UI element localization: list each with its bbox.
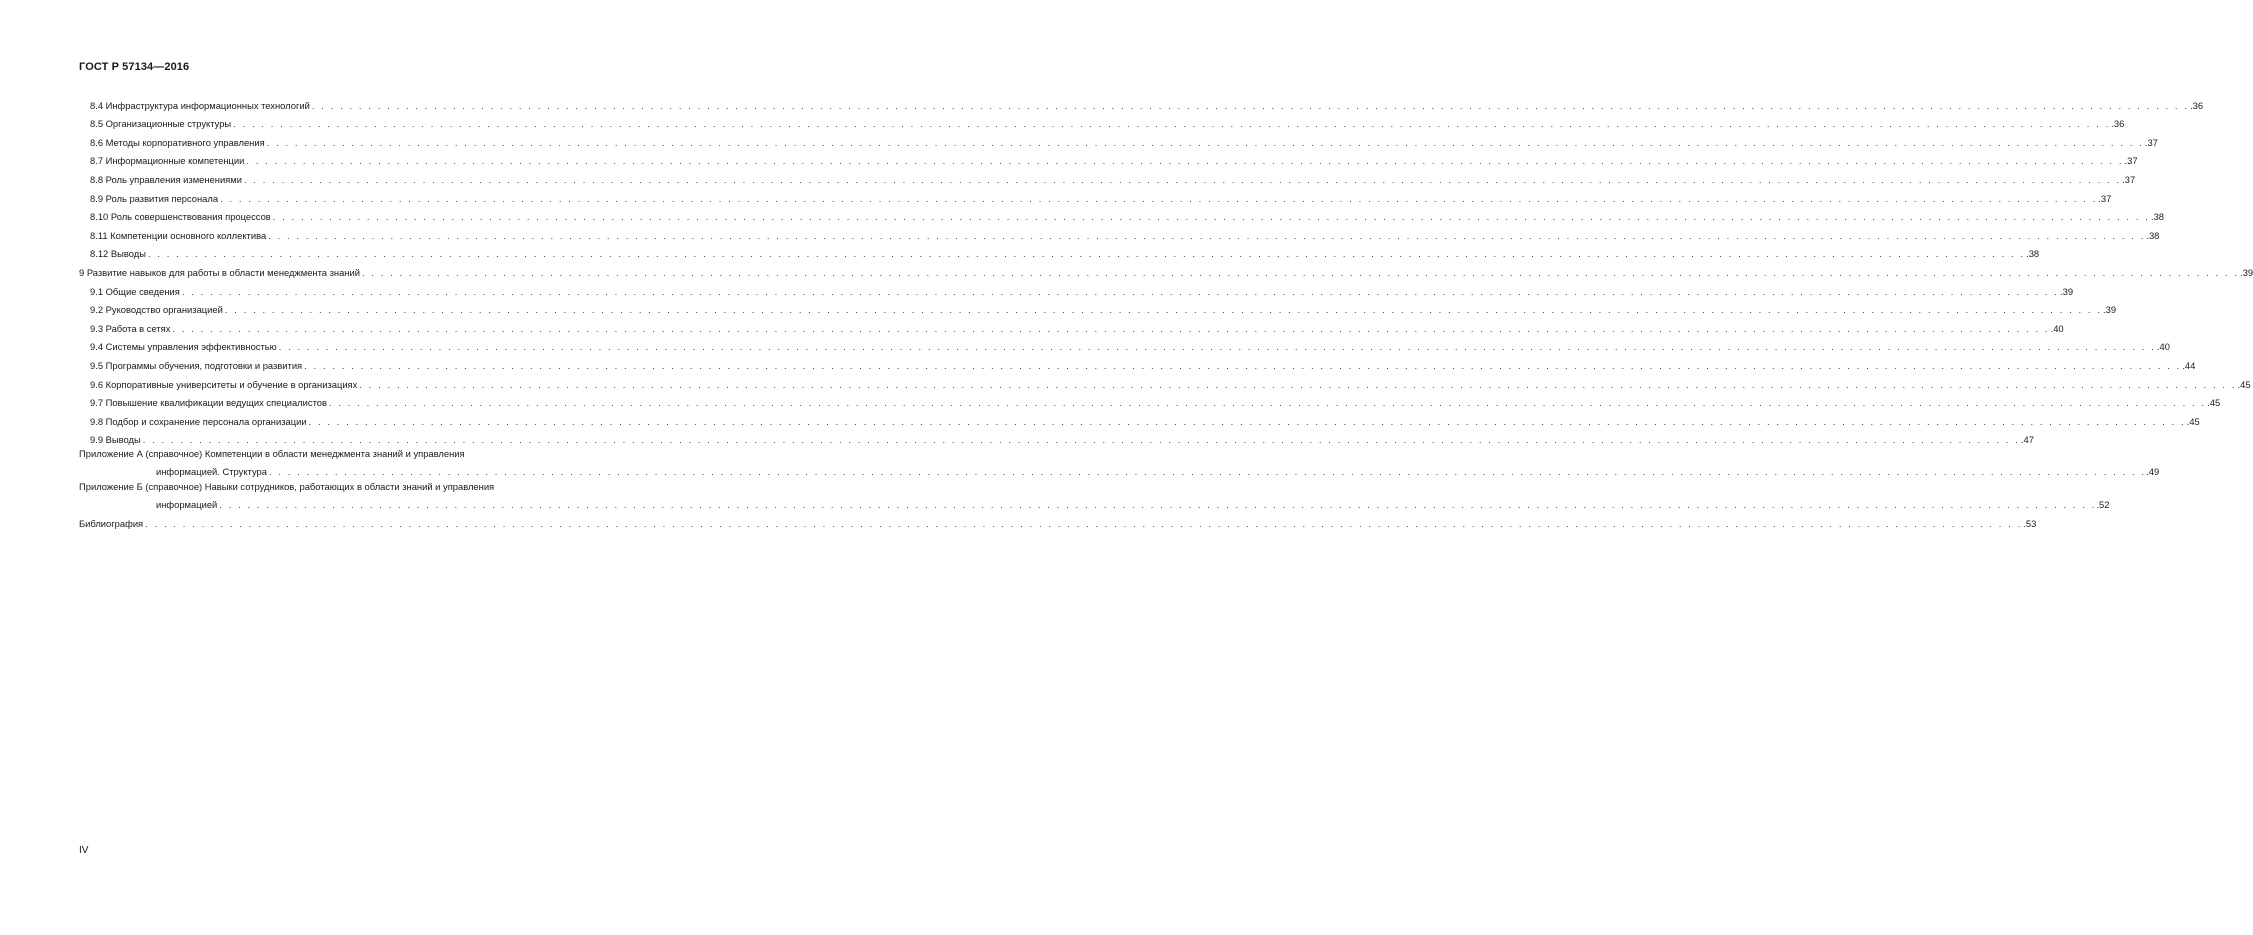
toc-entry-title: 9.7 Повышение квалификации ведущих специалистов: [90, 397, 327, 409]
toc-entry-title: 8.7 Информационные компетенции: [90, 155, 245, 167]
toc-entry-page: .37: [2098, 192, 2112, 204]
toc-entry-page: .37: [2122, 173, 2136, 185]
toc-entry[interactable]: [79, 427, 2034, 446]
toc-entry-title: 9.3 Работа в сетях: [90, 322, 171, 334]
toc-leader-dots: . . . . . . . . . . . . . . . . . . . . . . . . . . . . . . . . . . . . . . . . . . . . . . . . . . . . . . . . . . . . . . . . . . . . . . . . . . . . . . . . . . . . . . . . . . . . . . . . . . . . . . . . . . . . . . . . . . . . . . . . . . . . . . . . . . . . . . . . . . . . . . . . . . . . . . . . . . . . . . . . . . . . . . . . . . . . . . . . . . . . . . . . . . . . . . . . . . . . . . . .: [272, 211, 2150, 223]
toc-entry[interactable]: [79, 352, 2196, 371]
toc-leader-dots: . . . . . . . . . . . . . . . . . . . . . . . . . . . . . . . . . . . . . . . . . . . . . . . . . . . . . . . . . . . . . . . . . . . . . . . . . . . . . . . . . . . . . . . . . . . . . . . . . . . . . . . . . . . . . . . . . . . . . . . . . . . . . . . . . . . . . . . . . . . . . . . . . . . . . . . . . . . . . . . . . . . . . . . . . . . . . . . . . . . . . . . . . . . . . . . . . . . . . . . .: [246, 155, 2124, 167]
toc-entry[interactable]: [79, 241, 2040, 260]
toc-entry-bibliography[interactable]: [79, 510, 2037, 529]
toc-entry-title: 9.9 Выводы: [90, 434, 141, 446]
toc-entry-page: .45: [2237, 378, 2251, 390]
toc-leader-dots: . . . . . . . . . . . . . . . . . . . . . . . . . . . . . . . . . . . . . . . . . . . . . . . . . . . . . . . . . . . . . . . . . . . . . . . . . . . . . . . . . . . . . . . . . . . . . . . . . . . . . . . . . . . . . . . . . . . . . . . . . . . . . . . . . . . . . . . . . . . . . . . . . . . . . . . . . . . . . . . . . . . . . . . . . . . . . . . . . . . . . . . . . . . . . . . . . . . . . . . .: [311, 99, 2190, 111]
toc-entry-page: .49: [2146, 466, 2160, 478]
toc-entry[interactable]: [79, 129, 2158, 148]
toc-leader-dots: . . . . . . . . . . . . . . . . . . . . . . . . . . . . . . . . . . . . . . . . . . . . . . . . . . . . . . . . . . . . . . . . . . . . . . . . . . . . . . . . . . . . . . . . . . . . . . . . . . . . . . . . . . . . . . . . . . . . . . . . . . . . . . . . . . . . . . . . . . . . . . . . . . . . . . . . . . . . . . . . . . . . . . . . . . . . . . . . . . . . . . . . . . . . . . . . . . . . . . . .: [328, 397, 2207, 409]
toc-leader-dots: . . . . . . . . . . . . . . . . . . . . . . . . . . . . . . . . . . . . . . . . . . . . . . . . . . . . . . . . . . . . . . . . . . . . . . . . . . . . . . . . . . . . . . . . . . . . . . . . . . . . . . . . . . . . . . . . . . . . . . . . . . . . . . . . . . . . . . . . . . . . . . . . . . . . . . . . . . . . . . . . . . . . . . . . . . . . . . . . . . . . . . . . . . . . . . . . . . . . . . . .: [219, 499, 2097, 511]
toc-leader-dots: . . . . . . . . . . . . . . . . . . . . . . . . . . . . . . . . . . . . . . . . . . . . . . . . . . . . . . . . . . . . . . . . . . . . . . . . . . . . . . . . . . . . . . . . . . . . . . . . . . . . . . . . . . . . . . . . . . . . . . . . . . . . . . . . . . . . . . . . . . . . . . . . . . . . . . . . . . . . . . . . . . . . . . . . . . . . . . . . . . . . . . . . . . . . . . . . . . . . . . . .: [220, 192, 2098, 204]
toc-leader-dots: . . . . . . . . . . . . . . . . . . . . . . . . . . . . . . . . . . . . . . . . . . . . . . . . . . . . . . . . . . . . . . . . . . . . . . . . . . . . . . . . . . . . . . . . . . . . . . . . . . . . . . . . . . . . . . . . . . . . . . . . . . . . . . . . . . . . . . . . . . . . . . . . . . . . . . . . . . . . . . . . . . . . . . . . . . . . . . . . . . . . . . . . . . . . . . . . . . . . . . . .: [142, 434, 2020, 446]
table-of-contents: [79, 92, 2253, 529]
toc-entry[interactable]: [79, 185, 2112, 204]
toc-entry[interactable]: [79, 278, 2074, 297]
toc-entry-page: .40: [2050, 322, 2064, 334]
toc-entry-title: 9.1 Общие сведения: [90, 285, 180, 297]
toc-entry-page: .44: [2182, 359, 2196, 371]
toc-leader-dots: . . . . . . . . . . . . . . . . . . . . . . . . . . . . . . . . . . . . . . . . . . . . . . . . . . . . . . . . . . . . . . . . . . . . . . . . . . . . . . . . . . . . . . . . . . . . . . . . . . . . . . . . . . . . . . . . . . . . . . . . . . . . . . . . . . . . . . . . . . . . . . . . . . . . . . . . . . . . . . . . . . . . . . . . . . . . . . . . . . . . . . . . . . . . . . . . . . . . . . . .: [359, 378, 2237, 390]
toc-entry-appendix[interactable]: [79, 448, 2160, 478]
toc-entry-page: .39: [2240, 266, 2253, 278]
toc-entry-title: 8.5 Организационные структуры: [90, 118, 232, 130]
toc-entry-page: .45: [2186, 415, 2200, 427]
toc-entry-page: .45: [2207, 397, 2221, 409]
toc-entry-page: .38: [2146, 229, 2160, 241]
toc-entry-page: .40: [2156, 341, 2170, 353]
toc-leader-dots: . . . . . . . . . . . . . . . . . . . . . . . . . . . . . . . . . . . . . . . . . . . . . . . . . . . . . . . . . . . . . . . . . . . . . . . . . . . . . . . . . . . . . . . . . . . . . . . . . . . . . . . . . . . . . . . . . . . . . . . . . . . . . . . . . . . . . . . . . . . . . . . . . . . . . . . . . . . . . . . . . . . . . . . . . . . . . . . . . . . . . . . . . . . . . . . . . . . . . . . .: [278, 341, 2156, 353]
toc-entry-title: 8.11 Компетенции основного коллектива: [90, 229, 267, 241]
toc-leader-dots: . . . . . . . . . . . . . . . . . . . . . . . . . . . . . . . . . . . . . . . . . . . . . . . . . . . . . . . . . . . . . . . . . . . . . . . . . . . . . . . . . . . . . . . . . . . . . . . . . . . . . . . . . . . . . . . . . . . . . . . . . . . . . . . . . . . . . . . . . . . . . . . . . . . . . . . . . . . . . . . . . . . . . . . . . . . . . . . . . . . . . . . . . . . . . . . . . . . . . . . .: [268, 466, 2147, 478]
toc-entry[interactable]: [79, 408, 2200, 427]
toc-entry-title: 9.2 Руководство организацией: [90, 304, 223, 316]
toc-entry-page: .38: [2150, 211, 2165, 223]
toc-entry-title: 9.8 Подбор и сохранение персонала организации: [90, 415, 307, 427]
toc-leader-dots: . . . . . . . . . . . . . . . . . . . . . . . . . . . . . . . . . . . . . . . . . . . . . . . . . . . . . . . . . . . . . . . . . . . . . . . . . . . . . . . . . . . . . . . . . . . . . . . . . . . . . . . . . . . . . . . . . . . . . . . . . . . . . . . . . . . . . . . . . . . . . . . . . . . . . . . . . . . . . . . . . . . . . . . . . . . . . . . . . . . . . . . . . . . . . . . . . . . . . . . .: [181, 285, 2059, 297]
toc-entry-title: 8.8 Роль управления изменениями: [90, 173, 242, 185]
toc-entry-title: 8.9 Роль развития персонала: [90, 192, 219, 204]
toc-entry-title: 8.10 Роль совершенствования процессов: [90, 211, 271, 223]
toc-entry[interactable]: [79, 222, 2160, 241]
toc-entry[interactable]: [79, 111, 2125, 130]
toc-leader-dots: . . . . . . . . . . . . . . . . . . . . . . . . . . . . . . . . . . . . . . . . . . . . . . . . . . . . . . . . . . . . . . . . . . . . . . . . . . . . . . . . . . . . . . . . . . . . . . . . . . . . . . . . . . . . . . . . . . . . . . . . . . . . . . . . . . . . . . . . . . . . . . . . . . . . . . . . . . . . . . . . . . . . . . . . . . . . . . . . . . . . . . . . . . . . . . . . . . . . . . . .: [243, 173, 2122, 185]
document-header: ГОСТ Р 57134—2016: [79, 61, 190, 73]
toc-entry-page: .47: [2020, 434, 2034, 446]
toc-leader-dots: . . . . . . . . . . . . . . . . . . . . . . . . . . . . . . . . . . . . . . . . . . . . . . . . . . . . . . . . . . . . . . . . . . . . . . . . . . . . . . . . . . . . . . . . . . . . . . . . . . . . . . . . . . . . . . . . . . . . . . . . . . . . . . . . . . . . . . . . . . . . . . . . . . . . . . . . . . . . . . . . . . . . . . . . . . . . . . . . . . . . . . . . . . . . . . . . . . . . . . . .: [266, 136, 2144, 148]
toc-entry[interactable]: [79, 297, 2117, 316]
toc-entry-title: 8.12 Выводы: [90, 248, 146, 260]
toc-leader-dots: . . . . . . . . . . . . . . . . . . . . . . . . . . . . . . . . . . . . . . . . . . . . . . . . . . . . . . . . . . . . . . . . . . . . . . . . . . . . . . . . . . . . . . . . . . . . . . . . . . . . . . . . . . . . . . . . . . . . . . . . . . . . . . . . . . . . . . . . . . . . . . . . . . . . . . . . . . . . . . . . . . . . . . . . . . . . . . . . . . . . . . . . . . . . . . . . . . . . . . . .: [233, 118, 2111, 130]
toc-entry-title-continued: информацией. Структура: [156, 466, 267, 478]
toc-leader-dots: . . . . . . . . . . . . . . . . . . . . . . . . . . . . . . . . . . . . . . . . . . . . . . . . . . . . . . . . . . . . . . . . . . . . . . . . . . . . . . . . . . . . . . . . . . . . . . . . . . . . . . . . . . . . . . . . . . . . . . . . . . . . . . . . . . . . . . . . . . . . . . . . . . . . . . . . . . . . . . . . . . . . . . . . . . . . . . . . . . . . . . . . . . . . . . . . . . . . . . . .: [308, 415, 2186, 427]
toc-entry-page: .37: [2144, 136, 2158, 148]
toc-leader-dots: . . . . . . . . . . . . . . . . . . . . . . . . . . . . . . . . . . . . . . . . . . . . . . . . . . . . . . . . . . . . . . . . . . . . . . . . . . . . . . . . . . . . . . . . . . . . . . . . . . . . . . . . . . . . . . . . . . . . . . . . . . . . . . . . . . . . . . . . . . . . . . . . . . . . . . . . . . . . . . . . . . . . . . . . . . . . . . . . . . . . . . . . . . . . . . . . . . . . . . . .: [304, 359, 2182, 371]
toc-entry-appendix[interactable]: [79, 481, 2110, 511]
toc-entry-page: .39: [2060, 285, 2074, 297]
toc-leader-dots: . . . . . . . . . . . . . . . . . . . . . . . . . . . . . . . . . . . . . . . . . . . . . . . . . . . . . . . . . . . . . . . . . . . . . . . . . . . . . . . . . . . . . . . . . . . . . . . . . . . . . . . . . . . . . . . . . . . . . . . . . . . . . . . . . . . . . . . . . . . . . . . . . . . . . . . . . . . . . . . . . . . . . . . . . . . . . . . . . . . . . . . . . . . . . . . . . . . . . . . .: [361, 266, 2240, 278]
toc-entry-page: .36: [2190, 99, 2204, 111]
toc-entry-page: .39: [2103, 304, 2117, 316]
toc-entry[interactable]: [79, 334, 2170, 353]
toc-entry-title: Приложение А (справочное) Компетенции в области менеджмента знаний и управления: [79, 448, 465, 460]
toc-entry[interactable]: [79, 259, 2253, 278]
toc-leader-dots: . . . . . . . . . . . . . . . . . . . . . . . . . . . . . . . . . . . . . . . . . . . . . . . . . . . . . . . . . . . . . . . . . . . . . . . . . . . . . . . . . . . . . . . . . . . . . . . . . . . . . . . . . . . . . . . . . . . . . . . . . . . . . . . . . . . . . . . . . . . . . . . . . . . . . . . . . . . . . . . . . . . . . . . . . . . . . . . . . . . . . . . . . . . . . . . . . . . . . . . .: [172, 322, 2050, 334]
toc-entry-title: 9.4 Системы управления эффективностью: [90, 341, 277, 353]
toc-entry-page: .38: [2026, 248, 2040, 260]
toc-entry-page: .36: [2111, 118, 2125, 130]
toc-entry[interactable]: [79, 371, 2251, 390]
toc-leader-dots: . . . . . . . . . . . . . . . . . . . . . . . . . . . . . . . . . . . . . . . . . . . . . . . . . . . . . . . . . . . . . . . . . . . . . . . . . . . . . . . . . . . . . . . . . . . . . . . . . . . . . . . . . . . . . . . . . . . . . . . . . . . . . . . . . . . . . . . . . . . . . . . . . . . . . . . . . . . . . . . . . . . . . . . . . . . . . . . . . . . . . . . . . . . . . . . . . . . . . . . .: [268, 229, 2146, 241]
toc-entry-title: 9.5 Программы обучения, подготовки и развития: [90, 359, 303, 371]
toc-entry[interactable]: [79, 204, 2165, 223]
toc-entry-title: 8.6 Методы корпоративного управления: [90, 136, 265, 148]
toc-entry-page: .52: [2096, 499, 2110, 511]
toc-leader-dots: . . . . . . . . . . . . . . . . . . . . . . . . . . . . . . . . . . . . . . . . . . . . . . . . . . . . . . . . . . . . . . . . . . . . . . . . . . . . . . . . . . . . . . . . . . . . . . . . . . . . . . . . . . . . . . . . . . . . . . . . . . . . . . . . . . . . . . . . . . . . . . . . . . . . . . . . . . . . . . . . . . . . . . . . . . . . . . . . . . . . . . . . . . . . . . . . . . . . . . . .: [224, 304, 2103, 316]
toc-entry[interactable]: [79, 166, 2136, 185]
toc-entry[interactable]: [79, 315, 2064, 334]
toc-leader-dots: . . . . . . . . . . . . . . . . . . . . . . . . . . . . . . . . . . . . . . . . . . . . . . . . . . . . . . . . . . . . . . . . . . . . . . . . . . . . . . . . . . . . . . . . . . . . . . . . . . . . . . . . . . . . . . . . . . . . . . . . . . . . . . . . . . . . . . . . . . . . . . . . . . . . . . . . . . . . . . . . . . . . . . . . . . . . . . . . . . . . . . . . . . . . . . . . . . . . . . . .: [147, 248, 2026, 260]
toc-entry-title: Библиография: [79, 517, 144, 529]
toc-entry[interactable]: [79, 92, 2204, 111]
toc-entry-title: Приложение Б (справочное) Навыки сотрудников, работающих в области знаний и управления: [79, 481, 495, 493]
toc-leader-dots: . . . . . . . . . . . . . . . . . . . . . . . . . . . . . . . . . . . . . . . . . . . . . . . . . . . . . . . . . . . . . . . . . . . . . . . . . . . . . . . . . . . . . . . . . . . . . . . . . . . . . . . . . . . . . . . . . . . . . . . . . . . . . . . . . . . . . . . . . . . . . . . . . . . . . . . . . . . . . . . . . . . . . . . . . . . . . . . . . . . . . . . . . . . . . . . . . . . . . . . .: [145, 517, 2023, 529]
toc-entry-title: 9.6 Корпоративные университеты и обучение в организациях: [90, 378, 358, 390]
toc-entry-title: 8.4 Инфраструктура информационных технологий: [90, 99, 310, 111]
toc-entry[interactable]: [79, 148, 2138, 167]
toc-entry[interactable]: [79, 390, 2221, 409]
page-number: IV: [79, 845, 89, 856]
toc-entry-title: 9 Развитие навыков для работы в области менеджмента знаний: [79, 266, 360, 278]
toc-entry-page: .37: [2124, 155, 2138, 167]
toc-entry-page: .53: [2023, 517, 2037, 529]
toc-entry-title-continued: информацией: [156, 499, 218, 511]
